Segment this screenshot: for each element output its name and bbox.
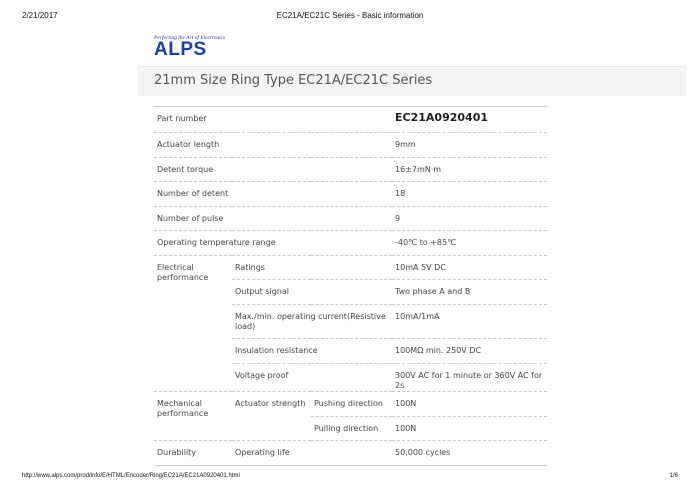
spec-row-part-number <box>154 107 547 133</box>
spec-row-operating-temperature <box>154 231 547 256</box>
spec-value: 100N <box>392 392 547 417</box>
spec-label: Detent torque <box>154 158 392 182</box>
title-band <box>138 66 686 96</box>
page-number: 1/6 <box>669 473 678 479</box>
spec-row-actuator-length <box>154 133 547 158</box>
spec-sublabel: Operating life <box>232 441 392 466</box>
alps-logo[interactable] <box>154 35 234 59</box>
spec-value: 10mA 5V DC <box>392 256 547 280</box>
print-footer <box>22 473 678 485</box>
spec-sublabel: Output signal <box>232 280 392 305</box>
durability-label: Durability <box>154 441 232 466</box>
spec-row-detent-torque <box>154 158 547 182</box>
mechanical-performance-label: Mechanical performance <box>154 392 232 441</box>
spec-row-number-of-detent <box>154 182 547 207</box>
spec-value: 100MΩ min. 250V DC <box>392 339 547 364</box>
spec-value: 10mA/1mA <box>392 305 547 339</box>
electrical-performance-label: Electrical performance <box>154 256 232 392</box>
page-title: 21mm Size Ring Type EC21A/EC21C Series <box>154 73 433 88</box>
part-number-value: EC21A0920401 <box>392 107 547 133</box>
logo-tagline: Perfecting the Art of Electronics <box>154 35 226 41</box>
spec-sublabel: Max./min. operating current(Resistive load) <box>232 305 392 339</box>
spec-sublabel: Pulling direction <box>311 417 392 441</box>
spec-value: 9 <box>392 207 547 231</box>
spec-value: -40℃ to +85℃ <box>392 231 547 256</box>
spec-value: 18 <box>392 182 547 207</box>
spec-label: Actuator length <box>154 133 392 158</box>
spec-label: Number of detent <box>154 182 392 207</box>
print-date: 2/21/2017 <box>22 11 58 20</box>
spec-value: Two phase A and B <box>392 280 547 305</box>
spec-row-number-of-pulse <box>154 207 547 231</box>
spec-row-ratings <box>154 256 547 280</box>
spec-row-pushing-direction <box>154 392 547 417</box>
spec-value: 50,000 cycles <box>392 441 547 466</box>
page-url[interactable]: http://www.alps.com/prod/info/E/HTML/Encoder/Ring/EC21A/EC21A0920401.html <box>22 473 240 479</box>
spec-value: 100N <box>392 417 547 441</box>
print-document-title: EC21A/EC21C Series - Basic information <box>276 11 424 20</box>
spec-label: Part number <box>154 107 392 133</box>
logo-wordmark: ALPS <box>154 39 207 60</box>
print-header <box>22 11 678 23</box>
spec-value: 300V AC for 1 minute or 360V AC for 2s <box>392 364 547 392</box>
actuator-strength-label: Actuator strength <box>232 392 311 441</box>
spec-row-durability <box>154 441 547 466</box>
spec-sublabel: Voltage proof <box>232 364 392 392</box>
spec-value: 16±7mN·m <box>392 158 547 182</box>
spec-label: Number of pulse <box>154 207 392 231</box>
spec-table <box>154 106 547 466</box>
spec-sublabel: Pushing direction <box>311 392 392 417</box>
spec-sublabel: Insulation resistance <box>232 339 392 364</box>
spec-label: Operating temperature range <box>154 231 392 256</box>
spec-value: 9mm <box>392 133 547 158</box>
spec-sublabel: Ratings <box>232 256 392 280</box>
